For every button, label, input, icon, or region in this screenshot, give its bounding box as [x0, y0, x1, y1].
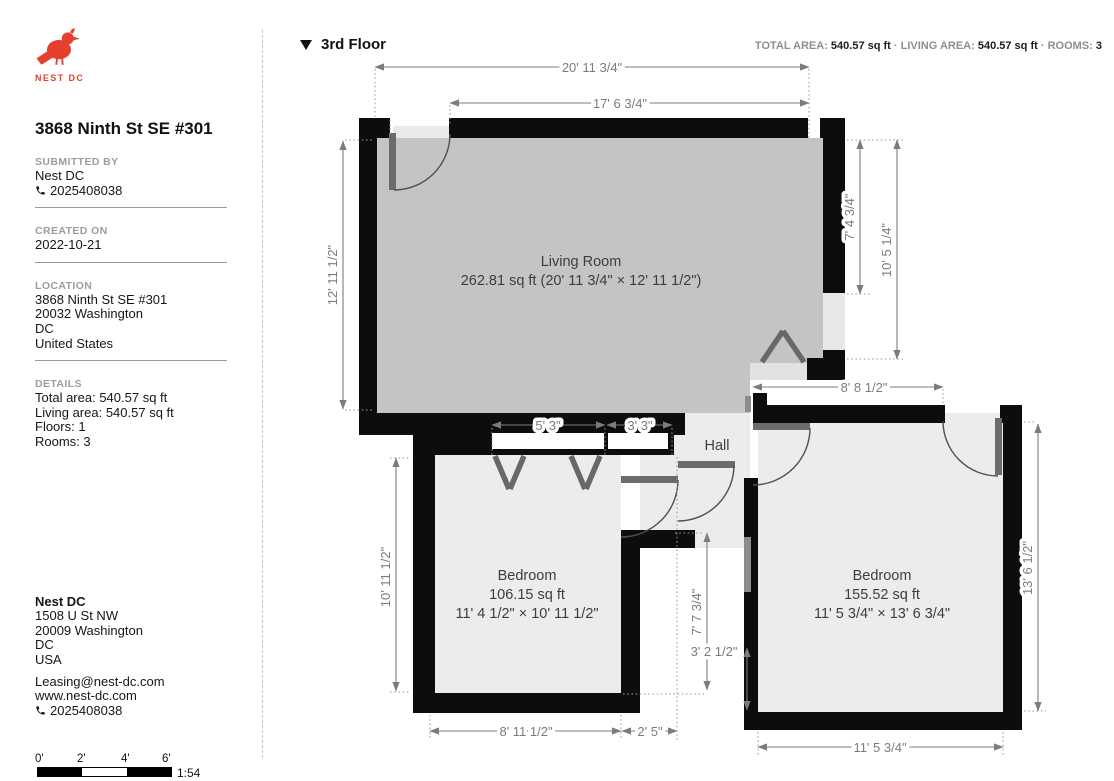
scale-ratio: 1:54 — [177, 766, 201, 781]
sidebar-divider — [262, 30, 263, 758]
living-room-label: Living Room — [540, 254, 622, 270]
scale-tick: 6' — [162, 753, 171, 766]
location-label: LOCATION — [35, 279, 93, 292]
company-phone: 2025408038 — [35, 704, 231, 718]
entry-door-sill — [393, 126, 450, 138]
bedroom-left-label: Bedroom — [497, 568, 557, 584]
bedroom-right-size: 11' 5 3/4" × 13' 6 3/4" — [813, 606, 951, 622]
created-on-label: CREATED ON — [35, 225, 108, 238]
phone-icon — [35, 185, 46, 196]
floor-plan — [280, 55, 1114, 781]
hall-passage — [685, 413, 750, 435]
created-on-date: 2022-10-21 — [35, 237, 102, 253]
bedroom-right-label: Bedroom — [852, 568, 912, 584]
window-icon — [608, 433, 668, 449]
details-living-area: Living area: 540.57 sq ft — [35, 404, 174, 420]
divider — [35, 360, 227, 361]
door-leaf-icon — [744, 537, 751, 592]
window-icon — [492, 433, 604, 449]
dimension-label: 17' 6 3/4" — [592, 96, 648, 111]
door-leaf-icon — [389, 133, 396, 190]
hall-label: Hall — [704, 438, 730, 454]
door-leaf-icon — [753, 423, 810, 430]
dimension-label: 8' 11 1/2" — [499, 724, 553, 739]
dimension-label: 7' 7 3/4" — [689, 588, 704, 636]
dimension-label: 11' 5 3/4" — [853, 740, 907, 755]
dimension-label: 10' 5 1/4" — [879, 222, 894, 278]
living-area-value: 540.57 sq ft — [977, 40, 1038, 52]
details-label: DETAILS — [35, 378, 82, 391]
dimension-label: 13' 6 1/2" — [1020, 540, 1035, 596]
page-title: 3868 Ninth St SE #301 — [35, 119, 213, 138]
submitted-by-name: Nest DC — [35, 168, 85, 183]
company-address-line: DC — [35, 637, 54, 653]
dimension-label: 3' 2 1/2" — [690, 644, 738, 659]
scale-tick: 0' — [35, 753, 44, 766]
details-floors: Floors: 1 — [35, 419, 86, 435]
company-email[interactable]: Leasing@nest-dc.com — [35, 673, 165, 689]
room-bedroom-right — [758, 413, 1003, 712]
living-room-area: 262.81 sq ft (20' 11 3/4" × 12' 11 1/2") — [460, 273, 702, 289]
divider — [35, 207, 227, 208]
scale-tick: 2' — [77, 753, 86, 766]
sidebar — [35, 26, 231, 779]
location-line: DC — [35, 320, 54, 336]
rooms-value: 3 — [1095, 40, 1102, 52]
door-leaf-icon — [995, 418, 1002, 475]
door-leaf-icon — [678, 461, 735, 468]
floor-section-toggle[interactable] — [300, 36, 386, 53]
scale-tick: 4' — [121, 753, 130, 766]
phone-icon — [35, 705, 46, 716]
door-jamb-icon — [745, 396, 751, 412]
company-block — [35, 595, 231, 718]
location-line: 3868 Ninth St SE #301 — [35, 291, 168, 307]
bedroom-left-size: 11' 4 1/2" × 10' 11 1/2" — [455, 606, 599, 622]
divider — [35, 262, 227, 263]
area-stats: TOTAL AREA: 540.57 sq ft · LIVING AREA: 540.57 sq ft · ROOMS: 3 — [754, 40, 1102, 52]
bedroom-left-area: 106.15 sq ft — [489, 587, 565, 603]
company-address-line: USA — [35, 651, 62, 667]
bedroom-right-area: 155.52 sq ft — [844, 587, 920, 603]
dimension-label: 5' 3" — [535, 418, 561, 433]
living-room-window-right — [823, 293, 845, 350]
company-address-line: 1508 U St NW — [35, 608, 119, 624]
dimension-label: 2' 5" — [637, 724, 663, 739]
location-line: United States — [35, 335, 114, 351]
collapse-triangle-icon — [300, 40, 312, 50]
details-rooms: Rooms: 3 — [35, 433, 91, 449]
scale-bar — [35, 753, 211, 779]
dimension-label: 7' 4 3/4" — [842, 193, 857, 241]
submitted-by-phone: 2025408038 — [35, 184, 231, 198]
floor-title: 3rd Floor — [321, 36, 387, 53]
company-website[interactable]: www.nest-dc.com — [35, 688, 137, 704]
dimension-label: 3' 3" — [627, 418, 653, 433]
dimension-label: 20' 11 3/4" — [561, 60, 623, 75]
door-leaf-icon — [621, 476, 678, 483]
logo-wordmark: NEST DC — [35, 73, 85, 83]
details-total-area: Total area: 540.57 sq ft — [35, 390, 168, 406]
submitted-by-label: SUBMITTED BY — [35, 156, 119, 168]
nest-dc-logo — [35, 26, 231, 83]
total-area-value: 540.57 sq ft — [830, 40, 891, 52]
dimension-label: 12' 11 1/2" — [325, 244, 340, 306]
bird-icon — [35, 26, 83, 70]
dimension-label: 8' 8 1/2" — [840, 380, 888, 395]
company-name: Nest DC — [35, 593, 86, 609]
company-address-line: 20009 Washington — [35, 622, 143, 638]
location-line: 20032 Washington — [35, 306, 143, 322]
dimension-label: 10' 11 1/2" — [378, 546, 393, 608]
scale-bar-segments — [37, 767, 172, 777]
